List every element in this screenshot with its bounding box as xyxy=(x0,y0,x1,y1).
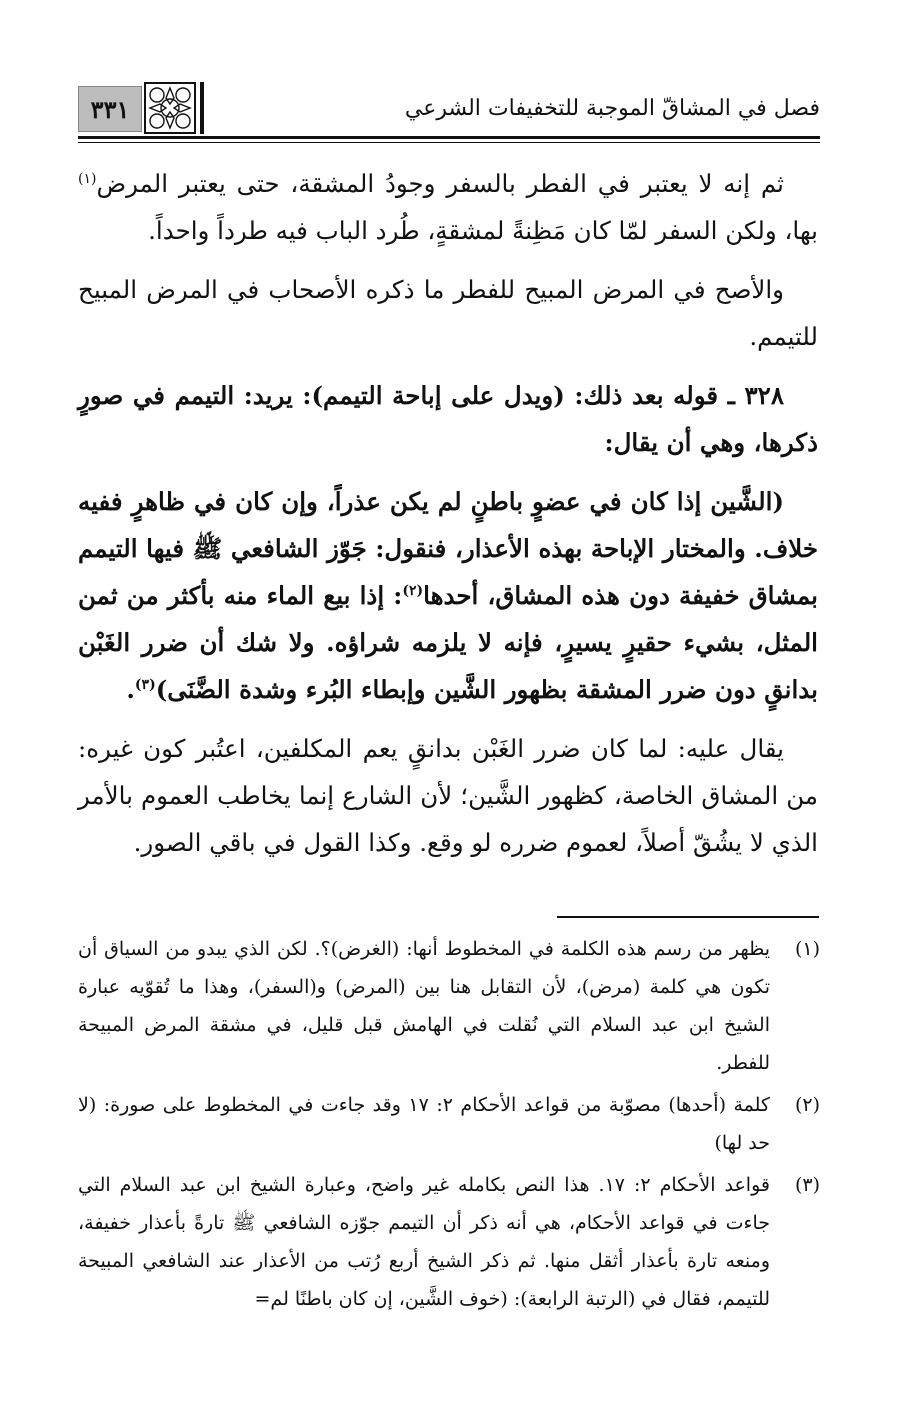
footnote xyxy=(78,930,820,1082)
paragraph: يقال عليه: لما كان ضرر الغَبْن بدانقٍ يعم المكلفين، اعتُبر كون غيره: من المشاق الخاصة، كظهور الشَّين؛ لأن الشارع إنما يخاطب العموم بالأمر الذي لا يشُقّ أصلاً، لعموم ضرره لو وقع. وكذا القول في باقي الصور. xyxy=(78,734,818,857)
paragraph: ثم إنه لا يعتبر في الفطر بالسفر وجودُ المشقة، حتى يعتبر المرض$^{(١)}$ بها، ولكن السفر لمّا كان مَظِنةً لمشقةٍ، طُرد الباب فيه طرداً واحداً. xyxy=(78,169,818,245)
header-rule xyxy=(78,136,820,139)
header-separator xyxy=(200,82,204,134)
running-title: فصل في المشاقّ الموجبة للتخفيفات الشرعي xyxy=(404,96,820,121)
footnote-number: (٢) xyxy=(794,1094,820,1116)
footnote-ref: (١) xyxy=(78,170,97,187)
footnote-ref: (٢) xyxy=(402,582,424,599)
footnote-text: يظهر من رسم هذه الكلمة في المخطوط أنها: (الغرض)؟. لكن الذي يبدو من السياق أن تكون هي كلمة (مرض)، لأن التقابل هنا بين (المرض) و(السفر)، وهذا ما تُقوّيه عبارة الشيخ ابن عبد السلام التي نُقلت في الهامش قبل قليل، في مشقة المرض المبيحة للفطر. xyxy=(78,938,770,1074)
footnotes xyxy=(78,930,820,1322)
paragraph: والأصح في المرض المبيح للفطر ما ذكره الأصحاب في المرض المبيح للتيمم. xyxy=(78,275,818,351)
main-text xyxy=(78,160,818,878)
running-header xyxy=(78,78,820,134)
page-number: ٣٣١ xyxy=(78,86,142,132)
footnote xyxy=(78,1086,820,1162)
footnote xyxy=(78,1166,820,1318)
footnote-text: قواعد الأحكام ٢: ١٧. هذا النص بكامله غير واضح، وعبارة الشيخ ابن عبد السلام التي جاءت في قواعد الأحكام، هي أنه ذكر أن التيمم جوّزه الشافعي ﷺ تارةً بأعذار خفيفة، ومنعه تارة بأعذار أثقل منها. ثم ذكر الشيخ أربع رُتب من الأعذار عند الشافعي المبيحة للتيمم، فقال في (الرتبة الرابعة): (خوف الشَّين، إن كان باطنًا لم= xyxy=(78,1174,770,1310)
ornament-icon xyxy=(144,82,196,134)
footnote-separator xyxy=(557,916,819,918)
footnote-number: (٣) xyxy=(794,1174,820,1196)
paragraph: ٣٢٨ ـ قوله بعد ذلك: (ويدل على إباحة التيمم): يريد: التيمم في صورٍ ذكرها، وهي أن يقال: xyxy=(78,381,818,457)
footnote-ref: (٣) xyxy=(134,676,156,693)
footnote-number: (١) xyxy=(794,938,820,960)
footnote-text: كلمة (أحدها) مصوّبة من قواعد الأحكام ٢: ١٧ وقد جاءت في المخطوط على صورة: (لا حد لها) xyxy=(78,1094,770,1154)
paragraph: (الشَّين إذا كان في عضوٍ باطنٍ لم يكن عذراً، وإن كان في ظاهرٍ ففيه خلاف. والمختار الإباحة بهذه الأعذار، فنقول: جَوّز الشافعي ﷺ فيها التيمم بمشاق خفيفة دون هذه المشاق، أحدها$^{(٢)}$: إذا بيع الماء منه بأكثر من ثمن المثل، بشيء حقيرٍ يسيرٍ، فإنه لا يلزمه شراؤه. ولا شك أن ضرر الغَبْن بدانقٍ دون ضرر المشقة بظهور الشَّين وإبطاء البُرء وشدة الضَّنَى)$^{(٣)}$. xyxy=(78,487,818,704)
